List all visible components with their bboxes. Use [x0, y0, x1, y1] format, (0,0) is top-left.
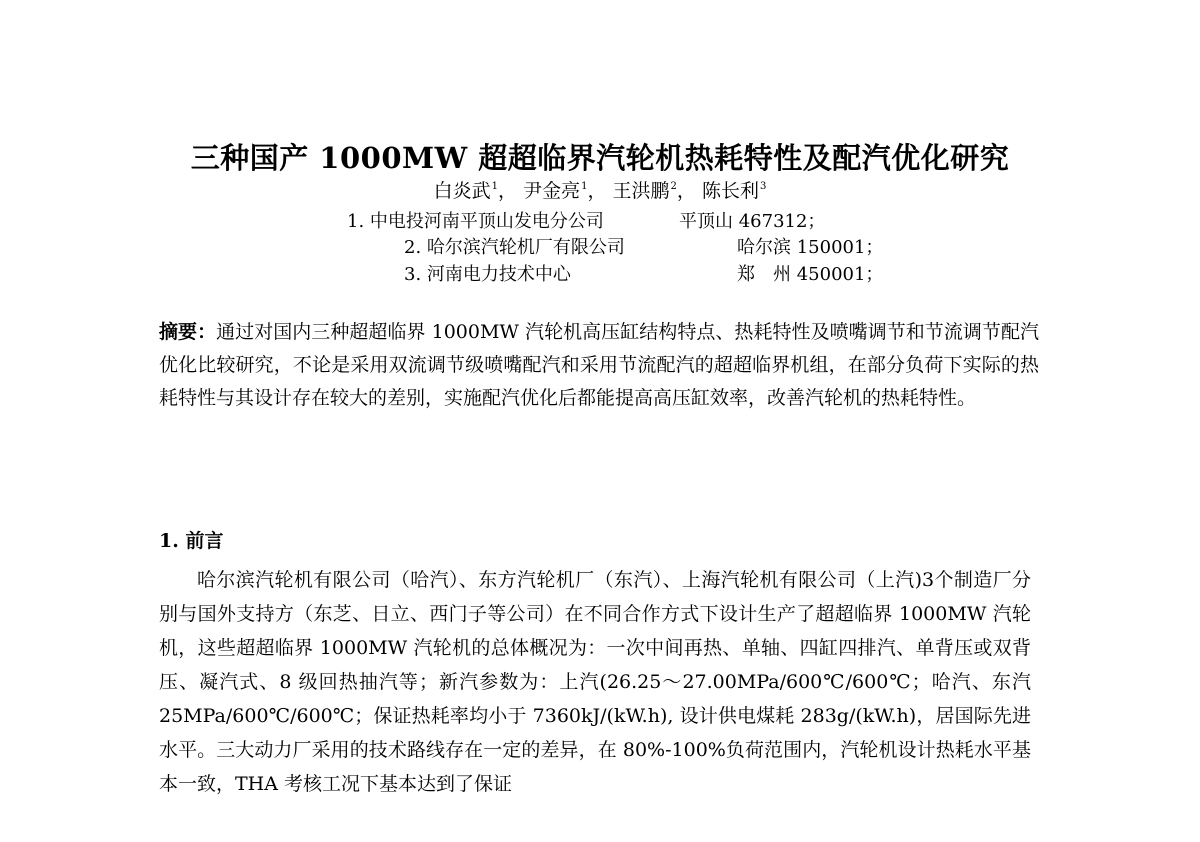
- author-affiliation-mark: 2: [670, 181, 677, 192]
- author-affiliation-mark: 1: [581, 181, 588, 192]
- abstract: [159, 316, 1039, 415]
- affiliation-org: 2. 哈尔滨汽轮机厂有限公司: [404, 237, 625, 258]
- author-name: 白炎武: [433, 180, 491, 202]
- affiliation-city: 郑 州 450001；: [737, 264, 884, 285]
- author-affiliation-mark: 1: [491, 181, 499, 192]
- affiliation-city: 哈尔滨 150001；: [737, 237, 884, 258]
- author-affiliation-mark: 3: [759, 181, 767, 192]
- affiliation-org: 3. 河南电力技术中心: [404, 264, 571, 285]
- affiliation-city: 平顶山 467312；: [679, 211, 826, 232]
- affiliation-line: [404, 233, 884, 259]
- author-name: 王洪鹏: [612, 180, 670, 202]
- abstract-label: 摘要：: [159, 321, 217, 343]
- affiliation-line: [347, 207, 826, 233]
- author-name: 陈长利: [701, 180, 759, 202]
- author-list: 白炎武$^1$， 尹金亮$^1$， 王洪鹏$^2$， 陈长利$^3$: [433, 180, 767, 202]
- paper-title: 三种国产 1000MW 超超临界汽轮机热耗特性及配汽优化研究: [190, 141, 1010, 175]
- author-name: 尹金亮: [523, 180, 581, 202]
- section-paragraph: 哈尔滨汽轮机有限公司（哈汽）、东方汽轮机厂（东汽）、上海汽轮机有限公司（上汽)3个制造厂分别与国外支持方（东芝、日立、西门子等公司）在不同合作方式下设计生产了超超临界 1000MW 汽轮机，这些超超临界 1000MW 汽轮机的总体概况为：一次中间再热、单轴、四缸四排汽、单背压或双背压、凝汽式、8 级回热抽汽等；新汽参数为：上汽(26.25～27.00MPa/600℃/600℃；哈汽、东汽 25MPa/600℃/600℃；保证热耗率均小于 7360kJ/(kW.h), 设计供电煤耗 283g/(kW.h)，居国际先进水平。三大动力厂采用的技术路线存在一定的差异，在 80%-100%负荷范围内，汽轮机设计热耗水平基本一致，THA 考核工况下基本达到了保证: [159, 569, 1031, 795]
- affiliation-line: [404, 260, 884, 286]
- section-heading: 1. 前言: [159, 530, 224, 552]
- abstract-text: 通过对国内三种超超临界 1000MW 汽轮机高压缸结构特点、热耗特性及喷嘴调节和节流调节配汽优化比较研究，不论是采用双流调节级喷嘴配汽和采用节流配汽的超超临界机组，在部分负荷下实际的热耗特性与其设计存在较大的差别，实施配汽优化后都能提高高压缸效率，改善汽轮机的热耗特性。: [159, 321, 1039, 409]
- affiliation-org: 1. 中电投河南平顶山发电分公司: [347, 211, 604, 232]
